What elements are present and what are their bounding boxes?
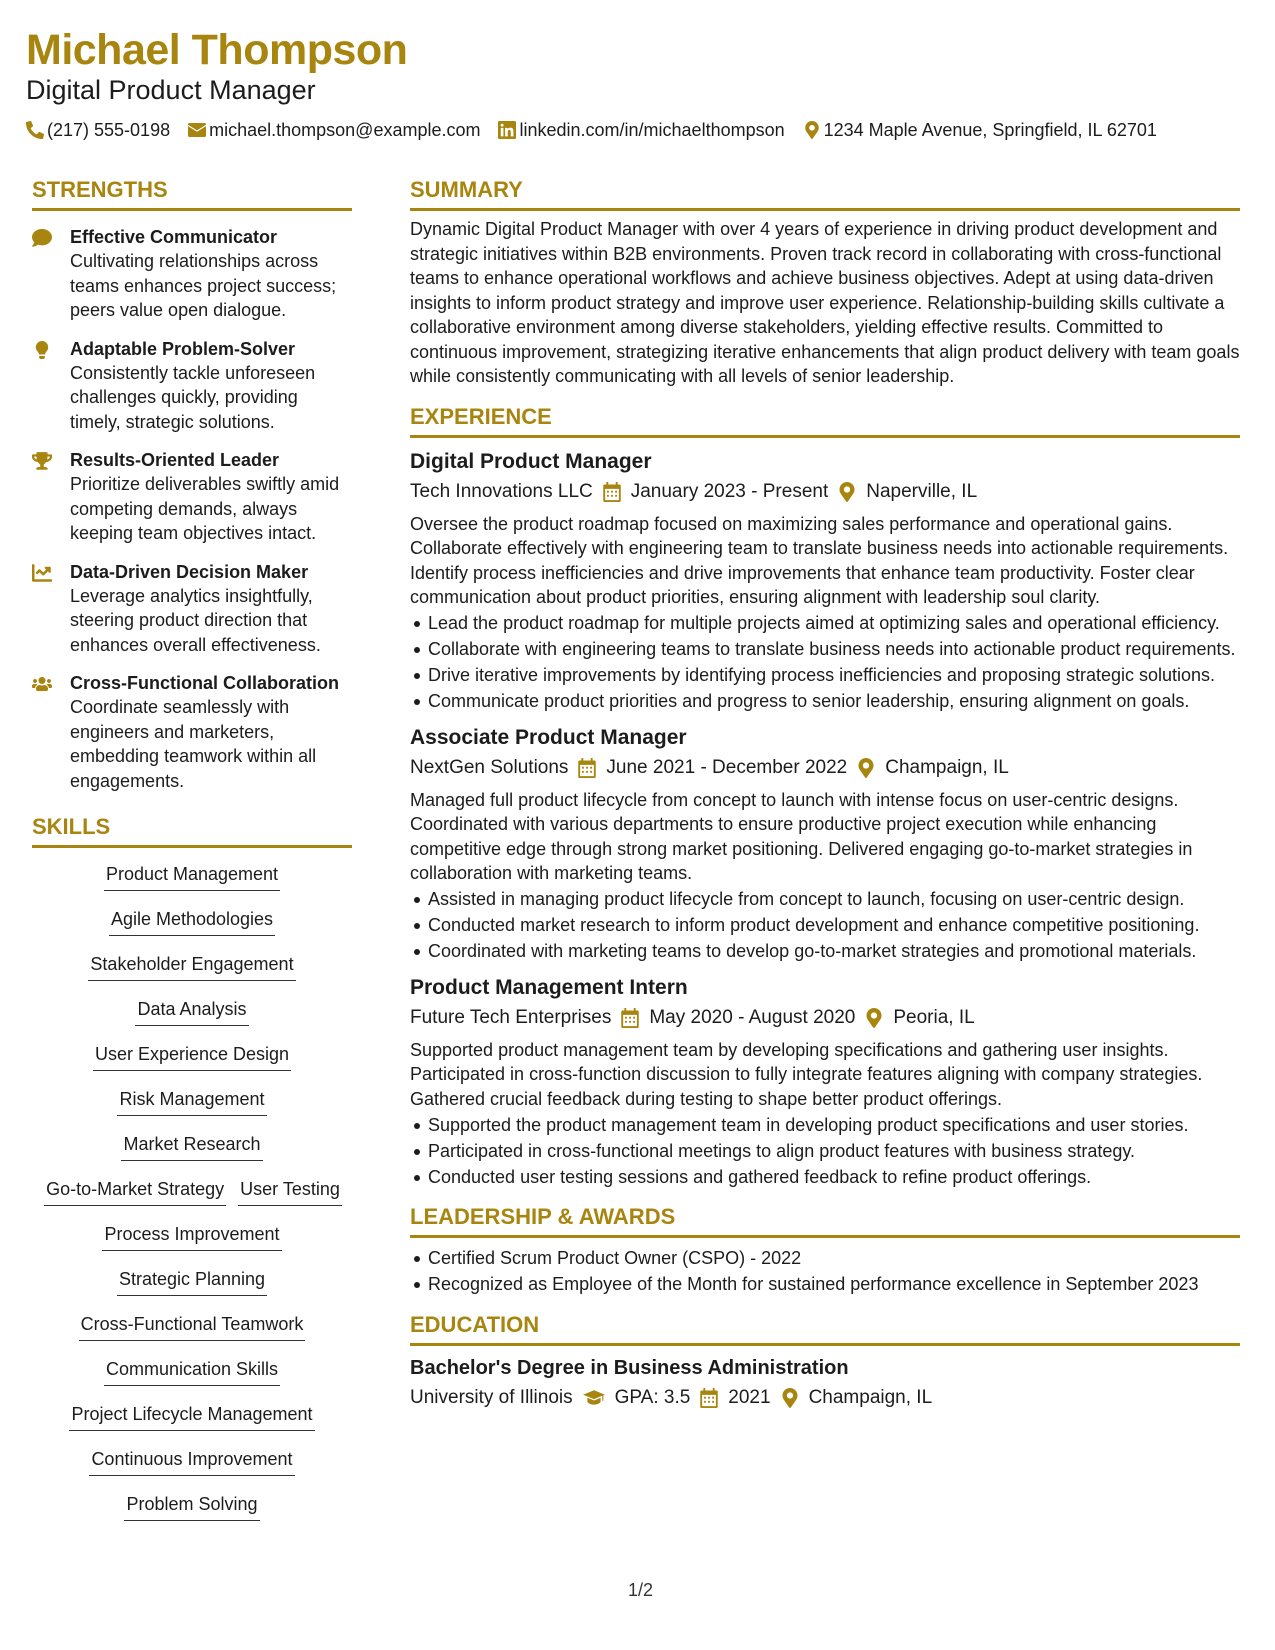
phone-icon — [26, 121, 44, 139]
list-item: Conducted user testing sessions and gathered feedback to refine product offerings. — [428, 1165, 1240, 1190]
phone-text: (217) 555-0198 — [47, 120, 171, 140]
section-divider — [410, 1235, 1240, 1238]
chart-line-icon — [32, 564, 52, 582]
strengths-section — [32, 176, 352, 793]
skills-section — [32, 813, 352, 1523]
skill-tag: Data Analysis — [135, 997, 248, 1026]
section-divider — [410, 435, 1240, 438]
job-entry — [410, 724, 1240, 964]
summary-section — [410, 176, 1240, 389]
strength-title: Results-Oriented Leader — [70, 450, 280, 470]
strength-desc: Prioritize deliverables swiftly amid competing demands, always keeping team objectives intact. — [70, 474, 340, 543]
contact-linkedin[interactable] — [498, 118, 784, 142]
strength-desc: Coordinate seamlessly with engineers and marketers, embedding teamwork within all engagements. — [70, 697, 317, 791]
list-item: Conducted market research to inform product development and enhance competitive positioning. — [428, 913, 1240, 938]
list-item: Drive iterative improvements by identifying process inefficiencies and proposing strategic solutions. — [428, 663, 1240, 688]
list-item: Lead the product roadmap for multiple projects aimed at optimizing sales and operational efficiency. — [428, 611, 1240, 636]
job-dates: June 2021 - December 2022 — [606, 756, 848, 778]
address-text: 1234 Maple Avenue, Springfield, IL 62701 — [823, 120, 1157, 140]
speech-bubble-icon — [32, 229, 52, 247]
skill-tag: User Experience Design — [93, 1042, 291, 1071]
job-location: Champaign, IL — [885, 756, 1009, 778]
strength-item — [32, 448, 352, 546]
section-divider — [32, 845, 352, 848]
job-role: Product Management Intern — [410, 975, 688, 999]
job-bullets — [410, 887, 1240, 964]
skill-tag: Stakeholder Engagement — [88, 952, 295, 981]
education-school: University of Illinois — [410, 1386, 573, 1408]
skill-tag: Go-to-Market Strategy — [44, 1177, 226, 1206]
experience-section — [410, 403, 1240, 1190]
education-degree: Bachelor's Degree in Business Administration — [410, 1356, 849, 1379]
skill-tag: User Testing — [238, 1177, 342, 1206]
awards-list — [410, 1246, 1240, 1297]
job-meta — [410, 754, 1240, 782]
skill-tag: Communication Skills — [104, 1357, 280, 1386]
contact-address — [803, 118, 1157, 142]
strength-desc: Consistently tackle unforeseen challenges quickly, providing timely, strategic solutions. — [70, 362, 316, 432]
job-entry — [410, 448, 1240, 714]
map-pin-icon — [803, 121, 821, 139]
map-pin-icon — [865, 1008, 883, 1028]
section-title-awards: LEADERSHIP & AWARDS — [410, 1204, 676, 1229]
strength-desc: Leverage analytics insightfully, steering product direction that enhances overall effectiveness. — [70, 585, 321, 655]
job-company: Future Tech Enterprises — [410, 1006, 612, 1028]
section-title-strengths: STRENGTHS — [32, 177, 168, 202]
summary-text: Dynamic Digital Product Manager with over 4 years of experience in driving product development and strategic initiatives within B2B environments. Proven track record in collaborating with cross-functional teams to enhance operational workflows and achieve business objectives. Adept at using data-driven insights to inform product strategy and improve user experience. Relationship-building skills cultivate a collaborative environment among diverse stakeholders, yielding effective results. Committed to continuous improvement, strategizing iterative enhancements that align product delivery with team goals while consistently communicating with all levels of senior leadership. — [410, 219, 1240, 386]
calendar-icon — [621, 1008, 639, 1028]
map-pin-icon — [781, 1388, 799, 1408]
contact-phone[interactable] — [26, 118, 170, 142]
strength-desc: Cultivating relationships across teams enhances project success; peers value open dialogue. — [70, 251, 337, 320]
resume-header — [26, 24, 1255, 142]
section-title-skills: SKILLS — [32, 814, 111, 839]
list-item: Collaborate with engineering teams to translate business needs into actionable product requirements. — [428, 637, 1240, 662]
job-role: Digital Product Manager — [410, 449, 652, 473]
linkedin-text: linkedin.com/in/michaelthompson — [519, 120, 785, 140]
envelope-icon — [188, 121, 206, 139]
job-bullets — [410, 611, 1240, 714]
contact-email[interactable] — [188, 118, 480, 142]
job-description: Oversee the product roadmap focused on maximizing sales performance and operational gains. Collaborate effectively with engineering team to translate business needs into actionable requirements. Identify process inefficiencies and drive improvements that enhance team productivity. Foster clear communication about product priorities, ensuring alignment with leadership soul clarity. — [410, 513, 1229, 607]
job-dates: January 2023 - Present — [630, 480, 829, 502]
job-company: NextGen Solutions — [410, 756, 569, 778]
section-divider — [410, 1343, 1240, 1346]
skill-tag: Cross-Functional Teamwork — [79, 1312, 306, 1341]
education-meta — [410, 1384, 1240, 1412]
calendar-icon — [700, 1388, 718, 1408]
job-description: Supported product management team by developing specifications and gathering user insights. Participated in cross-function discussion to fully integrate features aligning with company strategies. Gathered crucial feedback during testing to shape better product offerings. — [410, 1039, 1203, 1109]
left-column — [32, 176, 352, 1537]
job-bullets — [410, 1113, 1240, 1190]
linkedin-icon — [498, 121, 516, 139]
list-item: Coordinated with marketing teams to develop go-to-market strategies and promotional materials. — [428, 939, 1240, 964]
job-entry — [410, 974, 1240, 1190]
education-section — [410, 1311, 1240, 1412]
list-item: Recognized as Employee of the Month for sustained performance excellence in September 2023 — [428, 1272, 1240, 1297]
strength-title: Effective Communicator — [70, 227, 278, 247]
strength-title: Adaptable Problem-Solver — [70, 338, 296, 359]
list-item: Assisted in managing product lifecycle from concept to launch, focusing on user-centric design. — [428, 887, 1240, 912]
section-divider — [32, 208, 352, 211]
email-text: michael.thompson@example.com — [209, 120, 481, 140]
list-item: Communicate product priorities and progress to senior leadership, ensuring alignment on goals. — [428, 689, 1240, 714]
job-meta — [410, 1004, 1240, 1032]
strength-item — [32, 225, 352, 323]
calendar-icon — [578, 758, 596, 778]
list-item: Supported the product management team in developing product specifications and user stories. — [428, 1113, 1240, 1138]
job-dates: May 2020 - August 2020 — [649, 1006, 856, 1028]
education-location: Champaign, IL — [808, 1386, 933, 1408]
section-title-summary: SUMMARY — [410, 177, 523, 202]
calendar-icon — [603, 482, 621, 502]
awards-section — [410, 1203, 1240, 1297]
map-pin-icon — [857, 758, 875, 778]
users-icon — [32, 675, 52, 693]
section-title-education: EDUCATION — [410, 1311, 540, 1337]
graduation-cap-icon — [583, 1388, 605, 1408]
list-item: Participated in cross-functional meetings to align product features with business strategy. — [428, 1139, 1240, 1164]
education-gpa: GPA: 3.5 — [614, 1386, 691, 1408]
education-year: 2021 — [728, 1386, 771, 1408]
job-location: Naperville, IL — [866, 480, 978, 502]
skill-tag: Agile Methodologies — [109, 907, 275, 936]
skill-tag: Project Lifecycle Management — [69, 1402, 314, 1431]
strength-item — [32, 560, 352, 658]
strength-title: Cross-Functional Collaboration — [70, 673, 340, 693]
job-company: Tech Innovations LLC — [410, 480, 593, 502]
section-title-experience: EXPERIENCE — [410, 403, 552, 429]
skill-tag: Process Improvement — [102, 1222, 281, 1251]
skill-tag: Continuous Improvement — [89, 1447, 294, 1476]
job-role: Associate Product Manager — [410, 725, 687, 749]
job-location: Peoria, IL — [893, 1006, 975, 1028]
job-meta — [410, 478, 1240, 506]
strength-item — [32, 337, 352, 435]
candidate-title: Digital Product Manager — [26, 75, 316, 105]
contact-bar — [26, 118, 1255, 142]
page-number: 1/2 — [628, 1580, 654, 1600]
right-column — [410, 176, 1240, 1412]
section-divider — [410, 208, 1240, 211]
strength-item — [32, 671, 352, 793]
list-item: Certified Scrum Product Owner (CSPO) - 2022 — [428, 1246, 1240, 1271]
strength-title: Data-Driven Decision Maker — [70, 561, 309, 582]
skill-tag: Market Research — [121, 1132, 262, 1161]
map-pin-icon — [838, 482, 856, 502]
skill-tag: Problem Solving — [124, 1492, 259, 1521]
skill-tag: Strategic Planning — [117, 1267, 267, 1296]
lightbulb-icon — [32, 341, 52, 359]
skill-tag: Risk Management — [117, 1087, 266, 1116]
skill-tag: Product Management — [104, 862, 280, 891]
candidate-name: Michael Thompson — [26, 26, 408, 74]
trophy-icon — [32, 452, 52, 470]
skills-list — [32, 862, 352, 1523]
job-description: Managed full product lifecycle from concept to launch with intense focus on user-centric designs. Coordinated with various departments to ensure productive project execution while enhancing competitive edge through strong market positioning. Delivered engaging go-to-market strategies in collaboration with marketing teams. — [410, 789, 1193, 883]
